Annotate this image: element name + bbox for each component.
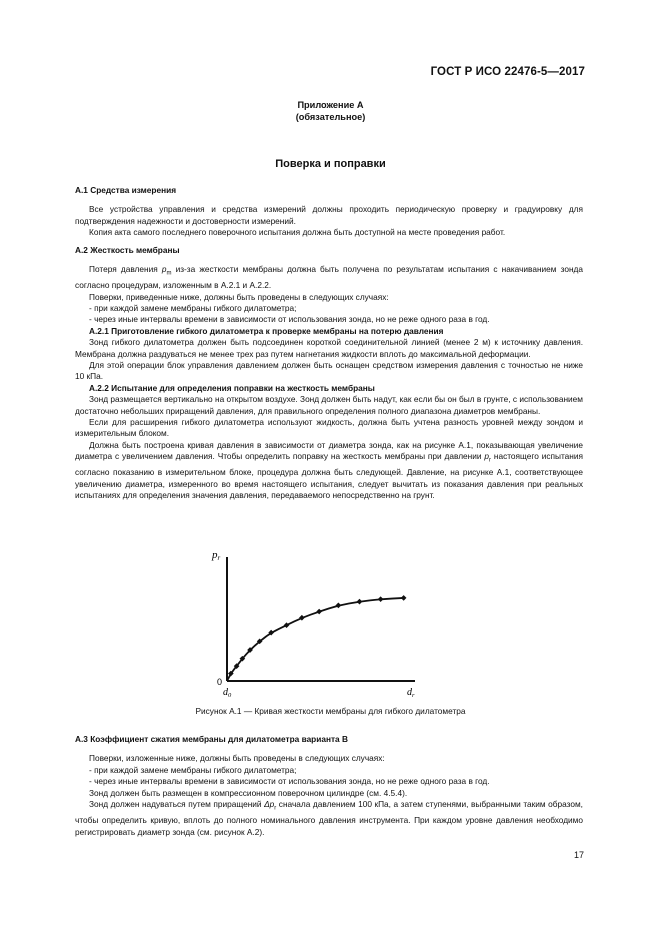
- chart-axes: [227, 557, 415, 681]
- figure-caption: Рисунок А.1 — Кривая жесткости мембраны для гибкого дилатометра: [195, 706, 466, 716]
- origin-label: 0: [217, 677, 223, 687]
- section-a1-para1: Все устройства управления и средства измерений должны проходить периодическую проверку и градуировку для подтверждения надежности и достоверности измерений.: [75, 204, 583, 226]
- upper-text: [75, 185, 583, 501]
- annex-status: (обязательное): [295, 112, 366, 122]
- x-end-label: [407, 687, 415, 699]
- page-number: 17: [573, 850, 584, 860]
- y-axis-label: [211, 549, 221, 562]
- section-a3-item1: - при каждой замене мембраны гибкого дилатометра;: [89, 764, 297, 775]
- lower-text: [75, 734, 583, 838]
- main-title: Поверка и поправки: [275, 158, 386, 170]
- section-a2-item1: - при каждой замене мембраны гибкого дилатометра;: [89, 302, 297, 313]
- text-run: Должна быть построена кривая давления в зависимости от диаметра зонда, как на рисунке А.1, показывающая увеличение диаметра с увеличением давления. Чтобы определить поправку на жесткость мембраны при давлении: [75, 439, 583, 462]
- section-a22-heading: А.2.2 Испытание для определения поправки на жесткость мембраны: [89, 382, 375, 393]
- section-a2-para1: [75, 264, 583, 291]
- section-a21-heading: А.2.1 Приготовление гибкого дилатометра к проверке мембраны на потерю давления: [89, 325, 444, 336]
- text-run: Потеря давления: [89, 264, 162, 275]
- text-run: сначала давлением 100 кПа, а затем ступенями, выбранными таким образом, чтобы определить кривую, вплоть до полного номинального давления инструмента. При каждом уровне давления необходимо регистрировать диаметр зонда (см. рисунок А.2).: [75, 799, 583, 837]
- x-start-label: [223, 687, 232, 699]
- section-a22-para2: Если для расширения гибкого дилатометра используют жидкость, должна быть учтена разность уровней между зондом и измерительным блоком.: [75, 416, 583, 439]
- x-start-sub: 0: [228, 692, 232, 699]
- y-label-sub: r: [217, 554, 221, 562]
- section-a21-para2: Для этой операции блок управления давлением должен быть оснащен средством измерения давления с точностью не ниже 10 кПа.: [75, 359, 583, 382]
- data-point: [378, 596, 384, 602]
- y-label-main: p: [212, 549, 218, 561]
- symbol-sub: r: [274, 805, 277, 812]
- symbol-p: p: [161, 264, 167, 275]
- text-run: из-за жесткости мембраны должна быть получена по результатам испытания с накачиванием зонда согласно процедурам, изложенным в А.2.1 и А.2.2.: [75, 264, 583, 291]
- section-a1-heading: А.1 Средства измерения: [75, 185, 177, 195]
- symbol-sub: m: [166, 270, 172, 277]
- section-a3-item2: - через иные интервалы времени в зависимости от использования зонда, но не реже одного раза в год.: [89, 776, 490, 787]
- symbol-delta-p: Δp: [264, 799, 275, 810]
- section-a2-heading: А.2 Жесткость мембраны: [75, 244, 180, 255]
- stiffness-curve-chart: [205, 545, 435, 700]
- data-point: [284, 622, 290, 628]
- text-run: Зонд должен надуваться путем приращений: [89, 799, 265, 810]
- x-end-main: d: [407, 687, 412, 698]
- plot-area: [227, 595, 406, 681]
- x-end-sub: r: [412, 692, 415, 699]
- annex-title: Приложение А: [297, 100, 364, 110]
- section-a3-heading: А.3 Коэффициент сжатия мембраны для дилатометра варианта В: [75, 734, 348, 744]
- x-start-main: d: [223, 687, 228, 698]
- text-run: настоящего испытания согласно показанию в измерительном блоке, процедура должна быть следующей. Давление, на рисунке А.1, соответствующее увеличению диаметра, измеренного во время настоящего испытания, следует вычитать из показания давления при реальных испытаниях для определения значения давления, передаваемого непосредственно на грунт.: [75, 451, 583, 501]
- data-point: [357, 599, 363, 605]
- section-a22-para1: Зонд размещается вертикально на открытом воздухе. Зонд должен быть надут, как если бы он был в грунте, с использованием достаточно небольших приращений давления, для правильного определения полного диапазона диаметров мембраны.: [75, 394, 583, 416]
- section-a3-para2: Зонд должен быть размещен в компрессионном поверочном цилиндре (см. 4.5.4).: [89, 787, 408, 798]
- section-a3-para3: [75, 799, 583, 838]
- data-point: [336, 603, 342, 609]
- section-a2-item2: - через иные интервалы времени в зависимости от использования зонда, но не реже одного раза в год.: [89, 314, 490, 325]
- symbol-sub: r: [489, 457, 491, 464]
- symbol-p: p: [484, 451, 489, 462]
- series-line: [227, 598, 404, 681]
- section-a2-para2: Поверки, приведенные ниже, должны быть проведены в следующих случаях:: [89, 291, 389, 302]
- standard-id: ГОСТ Р ИСО 22476-5—2017: [430, 66, 585, 78]
- data-point: [401, 595, 407, 601]
- section-a3-para1: Поверки, изложенные ниже, должны быть проведены в следующих случаях:: [89, 753, 385, 764]
- section-a1-para2: Копия акта самого последнего поверочного испытания должна быть доступной на месте проведения работ.: [89, 227, 506, 238]
- data-point: [316, 609, 322, 615]
- section-a21-para1: Зонд гибкого дилатометра должен быть подсоединен короткой соединительной линией (менее 2 м) к источнику давления. Мембрана должна раздуваться не менее трех раз путем нагнетания жидкости вплоть до максимальной деформации.: [75, 337, 583, 359]
- section-a22-para3: [75, 440, 583, 502]
